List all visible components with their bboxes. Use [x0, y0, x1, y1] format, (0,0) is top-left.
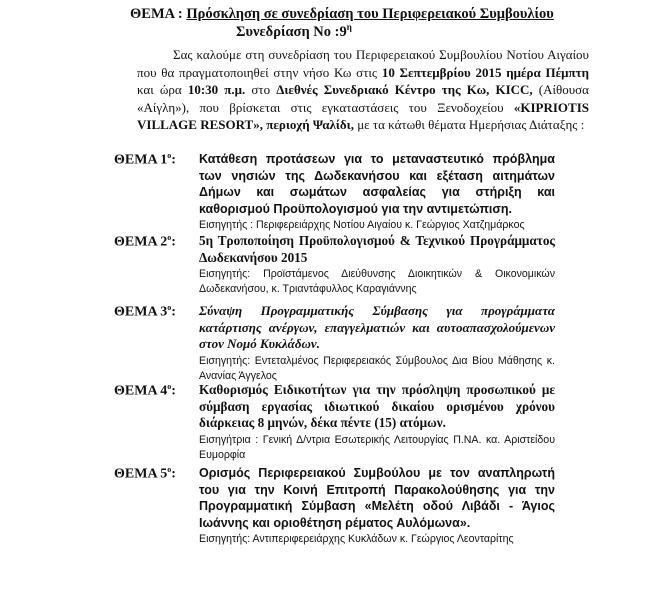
agenda-item-body	[199, 382, 555, 463]
agenda-item-label	[114, 233, 176, 251]
agenda-item-title: 5η Τροποποίηση Προϋπολογισμού & Τεχνικού Προγράμματος Δωδεκανήσου 2015	[199, 233, 555, 265]
agenda-item-body	[199, 465, 555, 547]
subject-text: Πρόσκληση σε συνεδρίαση του Περιφερειακού Συμβουλίου	[186, 6, 554, 22]
agenda-item-sup: ο	[167, 151, 172, 160]
agenda-item-number: ΘΕΜΑ 3	[114, 304, 168, 320]
agenda-item-body	[199, 303, 555, 384]
subject-label: ΘΕΜΑ :	[130, 6, 183, 22]
agenda-item-rapporteur: Εισηγητής : Περιφερειάρχης Νοτίου Αιγαίου κ. Γεώργιος Χατζημάρκος	[199, 219, 525, 231]
agenda-item-colon: :	[171, 152, 176, 168]
agenda-item-number: ΘΕΜΑ 5	[114, 466, 168, 482]
intro-text: και ώρα	[137, 82, 188, 97]
subject-heading	[130, 6, 554, 23]
agenda-item-sup: ο	[167, 233, 172, 242]
intro-text: (Αίθουσα «Αίγλη»), που βρίσκεται στις εγκαταστάσεις του Ξενοδοχείου	[137, 82, 589, 115]
agenda-item-colon: :	[171, 304, 176, 320]
session-number	[236, 22, 352, 41]
agenda-item-title: Κατάθεση προτάσεων για το μεταναστευτικό πρόβλημα των νησιών της Δωδεκανήσου και εξέταση αιτημάτων Δήμων και σωμάτων ασφαλείας για στήριξη και καθορισμού Προϋπολογισμού για την αντιμετώπιση.	[199, 152, 555, 216]
agenda-item-colon: :	[171, 234, 176, 250]
agenda-item-sup: ο	[167, 382, 172, 391]
intro-text: με τα κάτωθι θέματα Ημερήσιας Διάταξης :	[353, 117, 585, 132]
agenda-item-sup: ο	[167, 465, 172, 474]
agenda-item-label	[114, 465, 176, 483]
agenda-item-rapporteur: Εισηγήτρια : Γενική Δ/ντρια Εσωτερικής Λειτουργίας Π.ΝΑ. κα. Αριστείδου Ευμορφία	[199, 433, 555, 461]
intro-venue: Διεθνές Συνεδριακό Κέντρο της Κω, KICC,	[276, 82, 533, 97]
agenda-item-rapporteur: Εισηγητής: Προϊστάμενος Διεύθυνσης Διοικητικών & Οικονομικών Δωδεκανήσου, κ. Τριαντάφυλλος Καραγιάννης	[199, 268, 555, 295]
intro-text: Σας καλούμε στη συνεδρίαση του Περιφερειακού Συμβουλίου Νοτίου Αιγαίου που θα πραγματοποιηθεί στην νήσο Κω στις	[137, 47, 589, 80]
agenda-item-colon: :	[171, 466, 176, 482]
agenda-item-sup: ο	[167, 303, 172, 312]
agenda-item-label	[114, 382, 176, 400]
agenda-item-label	[114, 151, 176, 169]
intro-date: 10 Σεπτεμβρίου 2015 ημέρα Πέμπτη	[381, 64, 589, 80]
agenda-item-title: Σύναψη Προγραμματικής Σύμβασης για προγράμματα κατάρτισης ανέργων, επαγγελματιών και αυτοαπασχολούμενων στον Νομό Κυκλάδων.	[199, 303, 555, 351]
agenda-item-body	[199, 151, 555, 233]
intro-time: 10:30 π.μ.	[187, 82, 246, 97]
intro-hotel: «KIPRIOTIS VILLAGE RESORT», περιοχή Ψαλίδι,	[137, 99, 589, 132]
agenda-item-colon: :	[171, 383, 176, 399]
agenda-item-title: Καθορισμός Ειδικοτήτων για την πρόσληψη προσωπικού με σύμβαση εργασίας ιδιωτικού δικαίου ορισμένου χρόνου διάρκειας 8 μηνών, δέκα πέντε (15) ατόμων.	[199, 382, 555, 430]
session-sup: η	[346, 22, 352, 32]
agenda-item-body	[199, 233, 555, 297]
agenda-item-title: Ορισμός Περιφερειακού Συμβούλου με τον αναπληρωτή του για την Κοινή Επιτροπή Παρακολούθησης για την Προγραμματική Σύμβαση «Μελέτη οδού Λιβάδι - Άγιος Ιωάννης και οριοθέτηση ρέματος Αυλόμωνα».	[199, 466, 555, 530]
agenda-item-number: ΘΕΜΑ 2	[114, 234, 168, 250]
session-label: Συνεδρίαση Νο :9	[236, 23, 347, 40]
agenda-item-number: ΘΕΜΑ 4	[114, 383, 168, 399]
agenda-item-rapporteur: Εισηγητής: Αντιπεριφερειάρχης Κυκλάδων κ. Γεώργιος Λεονταρίτης	[199, 533, 514, 545]
intro-paragraph	[137, 46, 589, 134]
intro-text: στο	[245, 82, 277, 97]
agenda-item-label	[114, 303, 176, 321]
agenda-item-rapporteur: Εισηγητής: Εντεταλμένος Περιφερειακός Σύμβουλος Δια Βίου Μάθησης κ. Ανανίας Άγγελος	[199, 354, 555, 382]
agenda-item-number: ΘΕΜΑ 1	[114, 152, 168, 168]
